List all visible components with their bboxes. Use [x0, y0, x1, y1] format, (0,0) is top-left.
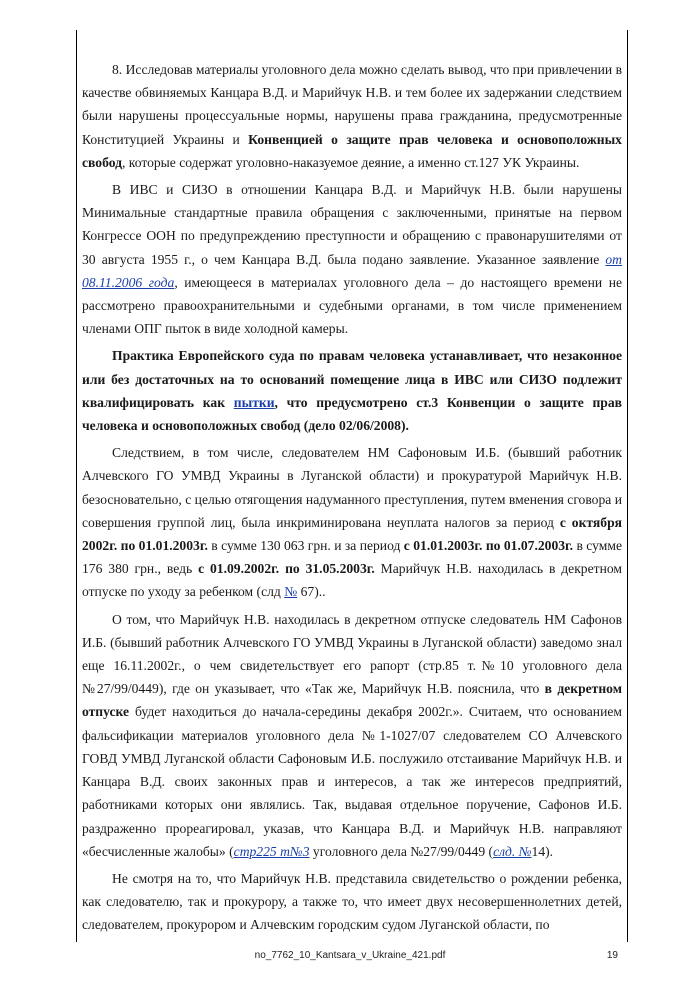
torture-link[interactable]: пытки: [233, 394, 275, 410]
convention-bold: Конвенцией о защите прав человека и основоположных свобод: [82, 131, 622, 170]
period-1-bold: с октября 2002г. по 01.01.2003г.: [82, 514, 622, 554]
case-ref-link-2[interactable]: слд. №: [493, 843, 532, 859]
footer-filename: no_7762_10_Kantsara_v_Ukraine_421.pdf: [254, 950, 446, 961]
page-footer: [0, 950, 700, 966]
period-3-bold: с 01.09.2002г. по 31.05.2003г.: [198, 561, 375, 577]
case-ref-link[interactable]: №: [284, 584, 298, 600]
maternity-leave-bold: в декретном отпуске: [82, 681, 622, 720]
left-margin-rule: [76, 30, 77, 942]
paragraph-ivs-sizo: В ИВС и СИЗО в отношении Канцара В.Д. и Марийчук Н.В. были нарушены Минимальные стандартные правила обращения с заключенными, принятые на первом Конгрессе ООН по предупреждению преступности и обращению с правонарушителями от 30 августа 1955 г., о чем Канцара В.Д. была подано заявление. Указанное заявление от 08.11.2006 года, имеющееся в материалах уголовного дела – до настоящего времени не рассмотрено правоохранительными и судебными органами, в том числе применением членами ОПГ пыток в виде холодной камеры.: [82, 182, 622, 337]
statement-date-link[interactable]: от 08.11.2006 года: [82, 251, 622, 290]
right-margin-rule: [627, 30, 628, 942]
paragraph-maternity-leave: О том, что Марийчук Н.В. находилась в декретном отпуске следователь НМ Сафонов И.Б. (бывший работник Алчевского ГО УМВД Украины в Луганской области) заведомо знал еще 16.11.2002г., о чем свидетельствует его рапорт (стр.85 т.№10 уголовного дела №27/99/0449), где он указывает, что «Так же, Марийчук Н.В. пояснила, что в декретном отпуске будет находиться до начала-середины декабря 2002г.». Считаем, что основанием фальсификации материалов уголовного дела №1-1027/07 следователем СО Алчевского ГОВД УМВД Луганской области Сафоновым И.Б. послужило отстаивание Марийчук Н.В. и Канцара В.Д. своих законных прав и интересов, а так же интересов предприятий, работниками которых они являлись. Так, выдавая отдельное поручение, Сафонов И.Б. раздраженно прореагировал, указав, что Канцара В.Д. и Марийчук Н.В. направляют «бесчисленные жалобы» (стр225 т№3 уголовного дела №27/99/0449 (слд. №14).: [82, 611, 622, 859]
document-body: [82, 58, 622, 941]
paragraph-8: 8. Исследовав материалы уголовного дела можно сделать вывод, что при привлечении в качестве обвиняемых Канцара В.Д. и Марийчук Н.В. и тем более их задержании следствием были нарушены процессуальные нормы, нарушены права гражданина, предусмотренные Конституцией Украины и Конвенцией о защите прав человека и основоположных свобод, которые содержат уголовно-наказуемое деяние, а именно ст.127 УК Украины.: [82, 62, 622, 170]
page-ref-link[interactable]: стр225 т№3: [233, 843, 310, 859]
page-number: 19: [606, 950, 618, 961]
paragraph-birth-certificate: Не смотря на то, что Марийчук Н.В. представила свидетельство о рождении ребенка, как следователю, так и прокурору, а также то, что имеет двух несовершеннолетних детей, следователем, прокурором и Алчевским городским судом Луганской области, по: [82, 870, 622, 933]
paragraph-echr-practice: Практика Европейского суда по правам человека устанавливает, что незаконное или без достаточных на то оснований помещение лица в ИВС или СИЗО подлежит квалифицировать как пытки, что предусмотрено ст.3 Конвенции о защите прав человека и основоположных свобод (дело 02/06/2008).: [82, 348, 622, 434]
paragraph-investigation: Следствием, в том числе, следователем НМ Сафоновым И.Б. (бывший работник Алчевского ГО УМВД Украины в Луганской области) и прокуратурой Марийчук Н.В. безосновательно, с целью отягощения надуманного преступления, путем вменения сговора и совершения группой лиц, была инкриминирована неуплата налогов за период с октября 2002г. по 01.01.2003г. в сумме 130 063 грн. и за период с 01.01.2003г. по 01.07.2003г. в сумме 176 380 грн., ведь с 01.09.2002г. по 31.05.2003г. Марийчук Н.В. находилась в декретном отпуске по уходу за ребенком (слд № 67)..: [82, 445, 623, 600]
period-2-bold: с 01.01.2003г. по 01.07.2003г.: [403, 538, 574, 554]
